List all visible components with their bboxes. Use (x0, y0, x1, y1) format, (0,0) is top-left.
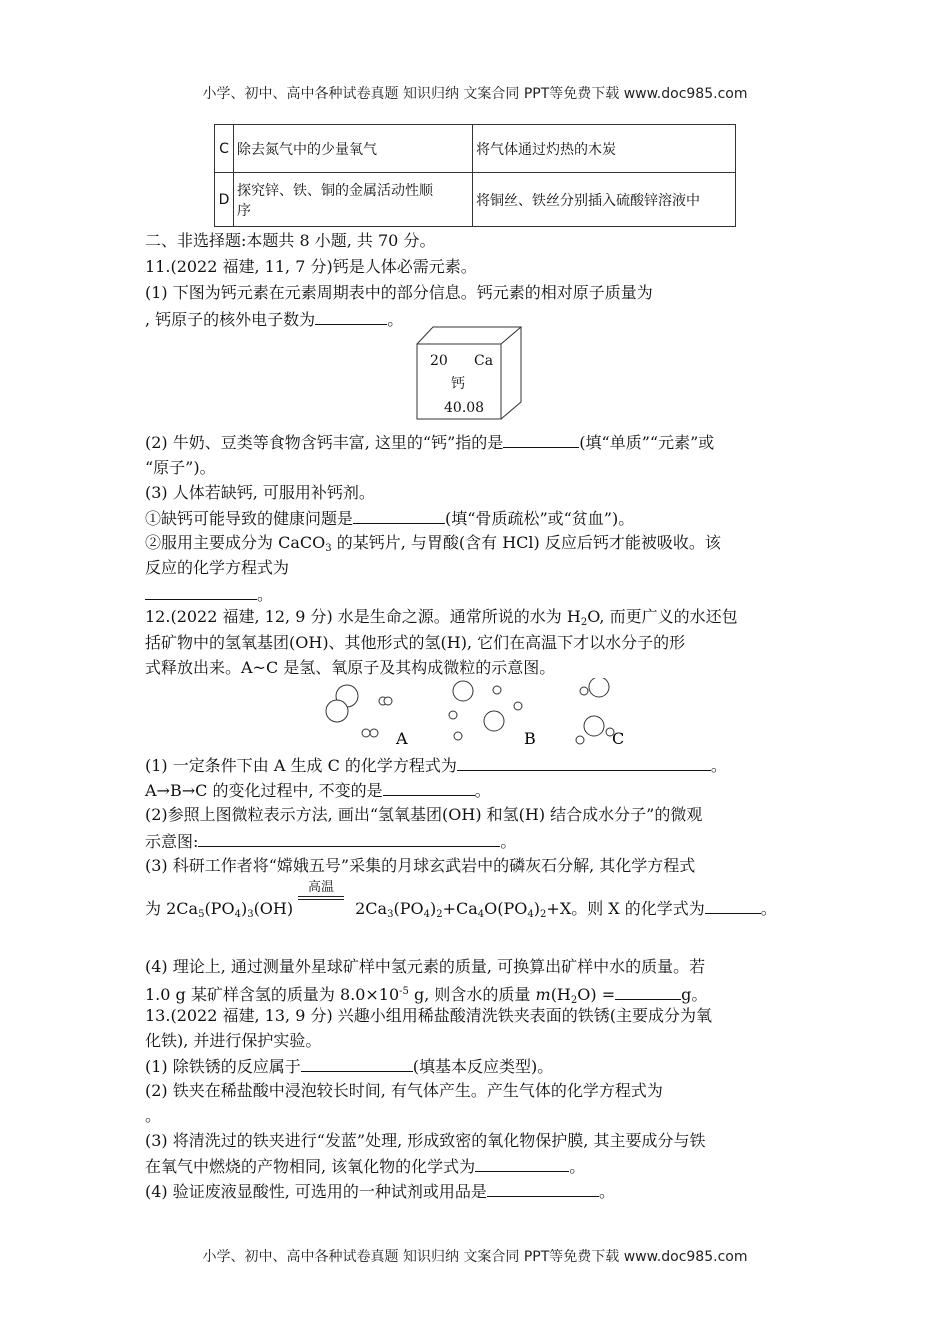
q11-part3b-answer: 。 (145, 584, 810, 605)
element-cell (416, 325, 526, 425)
option-purpose: 除去氮气中的少量氧气 (234, 125, 473, 173)
reaction-condition: 高温 (307, 880, 334, 895)
hydrogen-atom (580, 687, 588, 695)
q12-line2: 括矿物中的氢氧基团(OH)、其他形式的氢(H), 它们在高温下才以水分子的形 (145, 633, 686, 652)
q13-part4: (4) 验证废液显酸性, 可选用的一种试剂或用品是 。 (145, 1182, 615, 1201)
q11-part2-cont: “原子”)。 (145, 458, 216, 477)
answer-blank[interactable] (145, 584, 257, 600)
element-name: 钙 (451, 376, 465, 392)
option-purpose-line: 探究锌、铁、铜的金属活动性顺 (237, 182, 433, 199)
answer-blank[interactable] (475, 1156, 569, 1172)
q12-line3: 式释放出来。A~C 是氢、氧原子及其构成微粒的示意图。 (145, 658, 556, 677)
option-method: 将铜丝、铁丝分别插入硫酸锌溶液中 (473, 173, 736, 227)
option-purpose-line: 序 (237, 202, 251, 219)
oxygen-atom (453, 681, 473, 701)
page-footer: 小学、初中、高中各种试卷真题 知识归纳 文案合同 PPT等免费下载 www.doc985.com (202, 1249, 748, 1265)
option-letter: C (215, 125, 234, 173)
answer-blank[interactable] (383, 780, 475, 796)
answer-blank[interactable] (315, 309, 387, 325)
q12-line1: 12.(2022 福建, 12, 9 分) 水是生命之源。通常所说的水为 $H_2O$, 而更广义的水还包 (145, 607, 738, 628)
oxygen-atom (584, 716, 604, 736)
answer-blank[interactable] (301, 1056, 413, 1072)
answer-blank[interactable] (705, 898, 761, 914)
q12-part3: (3) 科研工作者将“嫦娥五号”采集的月球玄武岩中的磷灰石分解, 其化学方程式 (145, 856, 696, 875)
q13-part1: (1) 除铁锈的反应属于 (填基本反应类型)。 (145, 1057, 554, 1076)
hydrogen-atom (370, 729, 378, 737)
options-table (214, 124, 736, 227)
hydrogen-atom (514, 702, 522, 710)
q11-stem: 11.(2022 福建, 11, 7 分)钙是人体必需元素。 (145, 257, 477, 276)
hydrogen-atom (454, 732, 462, 740)
label-b: B (524, 729, 536, 748)
hydrogen-atom (449, 711, 457, 719)
q12-part1b: A→B→C 的变化过程中, 不变的是 。 (145, 781, 491, 800)
q11-part3a: ①缺钙可能导致的健康问题是 (填“骨质疏松”或“贫血”)。 (145, 509, 635, 528)
q13-line2: 化铁), 并进行保护实验。 (145, 1031, 322, 1050)
hydrogen-atom (576, 736, 584, 744)
particle-diagram-graphic (318, 678, 648, 750)
answer-blank[interactable] (503, 432, 579, 448)
option-letter: D (215, 173, 234, 227)
q11-part3: (3) 人体若缺钙, 可服用补钙剂。 (145, 483, 375, 502)
oxygen-atom (326, 700, 348, 722)
q13-part3: (3) 将清洗过的铁夹进行“发蓝”处理, 形成致密的氧化物保护膜, 其主要成分与铁 (145, 1131, 706, 1150)
q11-part2: (2) 牛奶、豆类等食物含钙丰富, 这里的“钙”指的是 (填“单质”“元素”或 (145, 433, 715, 452)
q12-part1: (1) 一定条件下由 A 生成 C 的化学方程式为 。 (145, 756, 727, 775)
section-title: 二、非选择题:本题共 8 小题, 共 70 分。 (145, 231, 436, 250)
atomic-mass: 40.08 (444, 400, 485, 416)
hydrogen-atom (493, 686, 501, 694)
q11-part1-line2: , 钙原子的核外电子数为 。 (145, 310, 404, 329)
oxygen-atom (589, 678, 609, 697)
answer-blank[interactable] (353, 508, 445, 524)
oxygen-atom (484, 711, 504, 731)
answer-blank[interactable] (487, 1181, 599, 1197)
q12-part2-cont: 示意图: 。 (145, 832, 517, 851)
q11-part1-line1: (1) 下图为钙元素在元素周期表中的部分信息。钙元素的相对原子质量为 (145, 283, 653, 302)
option-method: 将气体通过灼热的木炭 (473, 125, 736, 173)
q12-part4: (4) 理论上, 通过测量外星球矿样中氢元素的质量, 可换算出矿样中水的质量。若 (145, 957, 706, 976)
q13-part3-cont: 在氧气中燃烧的产物相同, 该氧化物的化学式为 。 (145, 1157, 586, 1176)
q11-part3b-cont: 反应的化学方程式为 (145, 558, 290, 577)
option-purpose (234, 173, 473, 227)
answer-blank[interactable] (198, 831, 500, 847)
q12-equation: 为 $2Ca_5(PO_4)_3(OH)$ $2Ca_3(PO_4)_2+Ca_4O(PO_4)_2+X$。则 X 的化学式为 。 (145, 899, 777, 920)
element-symbol: Ca (474, 353, 494, 369)
q12-part2: (2)参照上图微粒表示方法, 画出“氢氧基团(OH) 和氢(H) 结合成水分子”的微观 (145, 805, 703, 824)
q13-line1: 13.(2022 福建, 13, 9 分) 兴趣小组用稀盐酸清洗铁夹表面的铁锈(主要成分为氧 (145, 1006, 713, 1025)
table-row (215, 173, 736, 227)
page-header: 小学、初中、高中各种试卷真题 知识归纳 文案合同 PPT等免费下载 www.doc985.com (202, 86, 748, 102)
answer-blank[interactable] (615, 984, 681, 1000)
q13-part2: (2) 铁夹在稀盐酸中浸泡较长时间, 有气体产生。产生气体的化学方程式为 (145, 1081, 663, 1100)
particle-diagram (318, 678, 648, 754)
label-c: C (612, 729, 625, 748)
label-a: A (396, 729, 408, 748)
equals-line (298, 896, 344, 897)
answer-blank[interactable] (457, 755, 711, 771)
hydrogen-atom (362, 729, 370, 737)
hydrogen-atom (384, 697, 392, 705)
table-row (215, 125, 736, 173)
atomic-number: 20 (430, 353, 448, 369)
q13-part2-answer: 。 (145, 1106, 162, 1125)
q12-part4-cont: 1.0 g 某矿样含氢的质量为 $8.0\times 10^{-5}$ g, 则含水的质量 $m(H_2O) = g$。 (145, 985, 708, 1006)
q11-part3b: ②服用主要成分为 CaCO$_3$ 的某钙片, 与胃酸(含有 HCl) 反应后钙才能被吸收。该 (145, 533, 721, 554)
